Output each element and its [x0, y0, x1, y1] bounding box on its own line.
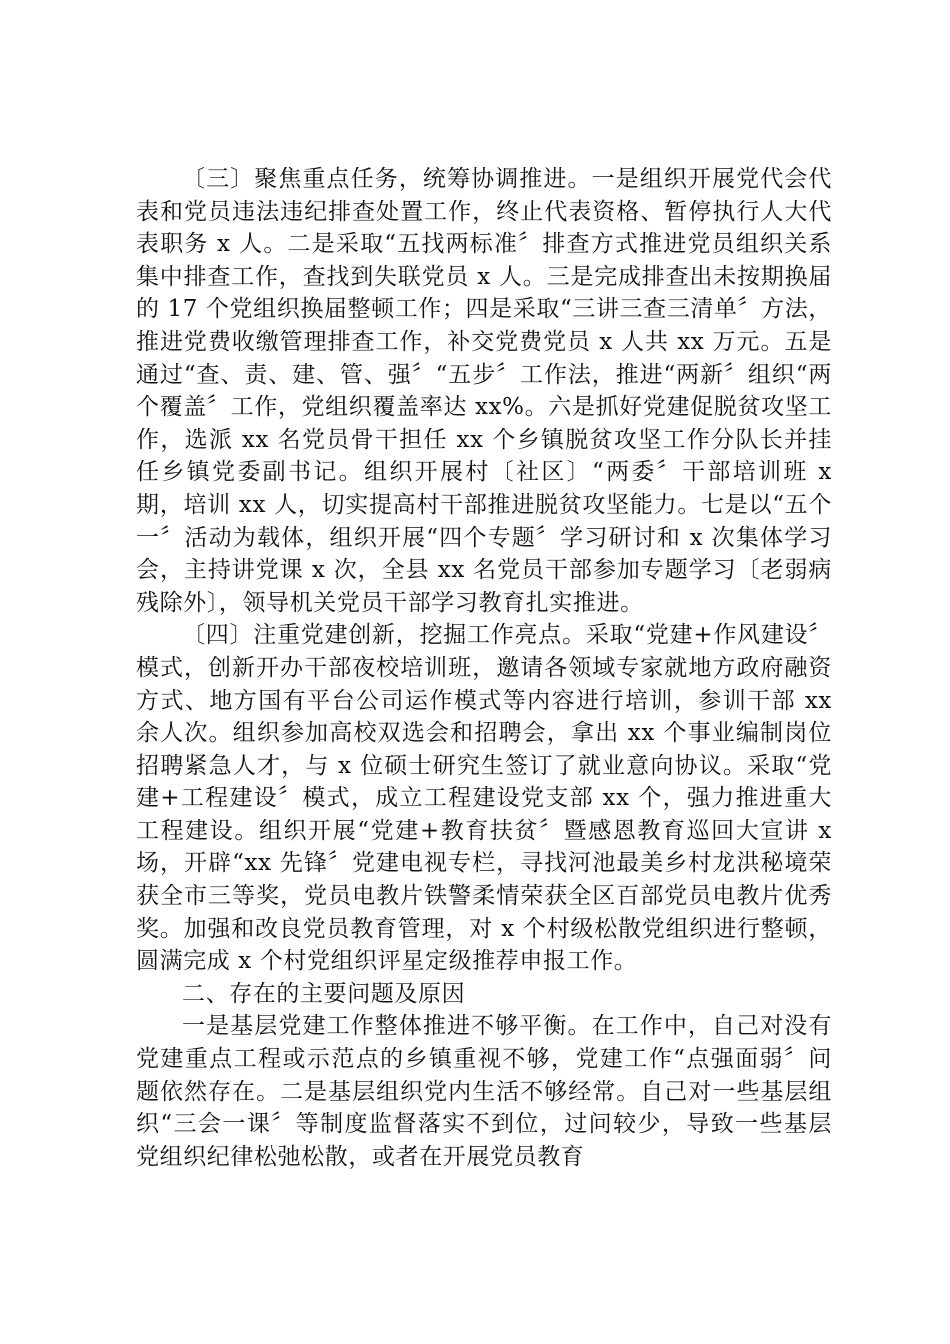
section-heading-problems: 二、存在的主要问题及原因 — [182, 980, 466, 1007]
paragraph-problems: 一是基层党建工作整体推进不够平衡。在工作中，自己对没有党建重点工程或示范点的乡镇重视不够，党建工作“点强面弱〞问题依然存在。二是基层组织党内生活不够经常。自己对一些基层组织“三会一课〞等制度监督落实不到位，过问较少，导致一些基层党组织纪律松弛松散，或者在开展党员教育 — [136, 1013, 832, 1170]
paragraph-section-four: 〔四〕注重党建创新，挖掘工作亮点。采取“党建+作风建设〞模式，创新开办干部夜校培训班，邀请各领域专家就地方政府融资方式、地方国有平台公司运作模式等内容进行培训，参训干部 xx 余人次。组织参加高校双选会和招聘会，拿出 xx 个事业编制岗位招聘紧急人才，与 x 位硕士研究生签订了就业意向协议。采取“党建+工程建设〞模式，成立工程建设党支部 xx 个，强力推进重大工程建设。组织开展“党建+教育扶贫〞暨感恩教育巡回大宣讲 x 场，开辟“xx 先锋〞党建电视专栏，寻找河池最美乡村龙洪秘境荣获全市三等奖，党员电教片铁警柔情荣获全区百部党员电教片优秀奖。加强和改良党员教育管理，对 x 个村级松散党组织进行整顿，圆满完成 x 个村党组织评星定级推荐申报工作。 — [136, 622, 832, 975]
paragraph-section-three: 〔三〕聚焦重点任务，统筹协调推进。一是组织开展党代会代表和党员违法违纪排查处置工作，终止代表资格、暂停执行人大代表职务 x 人。二是采取“五找两标准〞排查方式推进党员组织关系集中排查工作，查找到失联党员 x 人。三是完成排查出未按期换届的 17 个党组织换届整顿工作；四是采取“三讲三查三清单〞方法，推进党费收缴管理排查工作，补交党费党员 x 人共 xx 万元。五是通过“查、责、建、管、强〞“五步〞工作法，推进“两新〞组织“两个覆盖〞工作，党组织覆盖率达 xx%。六是抓好党建促脱贫攻坚工作，选派 xx 名党员骨干担任 xx 个乡镇脱贫攻坚工作分队长并挂任乡镇党委副书记。组织开展村〔社区〕“两委〞干部培训班 x 期，培训 xx 人，切实提高村干部推进脱贫攻坚能力。七是以“五个一〞活动为载体，组织开展“四个专题〞学习研讨和 x 次集体学习会，主持讲党课 x 次，全县 xx 名党员干部参加专题学习〔老弱病残除外〕，领导机关党员干部学习教育扎实推进。 — [136, 166, 832, 616]
document-body — [136, 163, 832, 1173]
